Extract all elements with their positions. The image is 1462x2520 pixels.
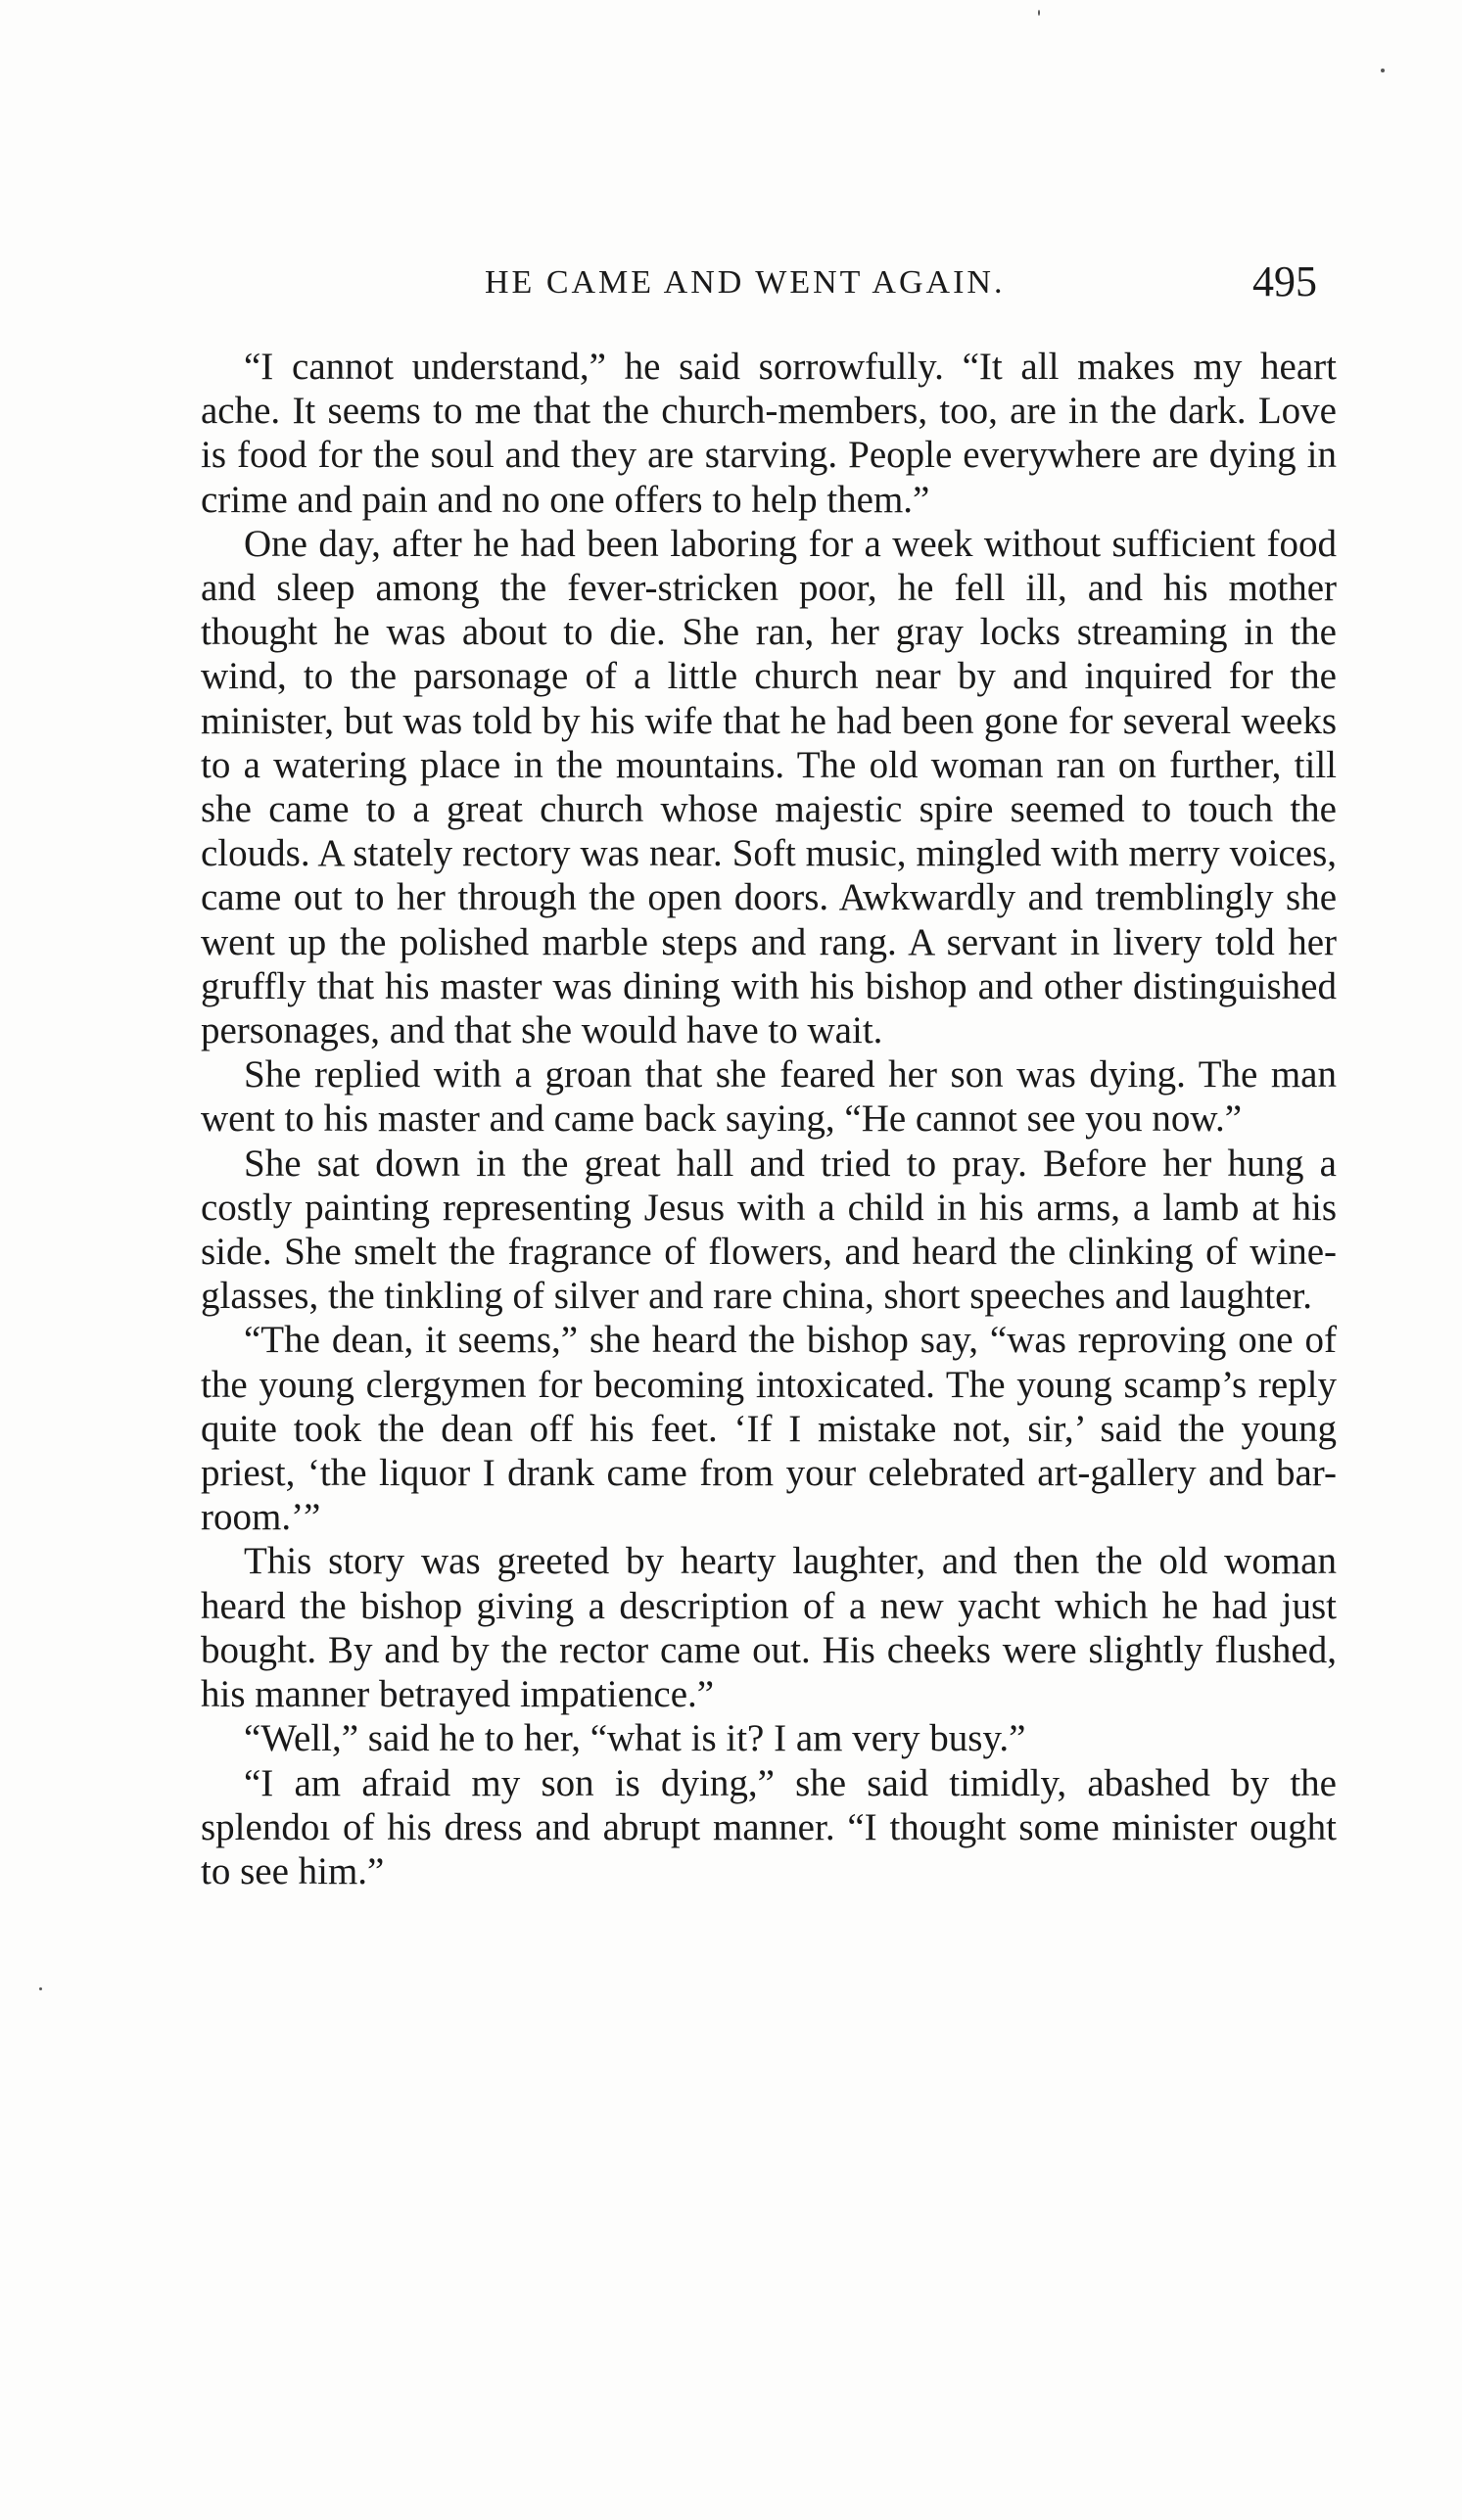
paragraph: “Well,” said he to her, “what is it? I am very busy.” <box>244 1717 1026 1760</box>
paragraph: “I am afraid my son is dying,” she said timidly, abashed by the splendoı of his dress and abrupt manner. “I thought some minister ought to see him.” <box>201 1761 1337 1892</box>
page-header <box>201 257 1337 315</box>
running-head: HE CAME AND WENT AGAIN. <box>485 264 1006 301</box>
paragraph: She replied with a groan that she feared her son was dying. The man went to his master and came back saying, “He cannot see you now.” <box>201 1053 1337 1141</box>
paper-speck <box>39 1987 42 1990</box>
paragraph: One day, after he had been laboring for a week without sufficient food and sleep among the fever-stricken poor, he fell ill, and his mother thought he was about to die. She ran, her gray locks streaming in the wind, to the parsonage of a little church near by and inquired for the minister, but was told by his wife that he had been gone for several weeks to a watering place in the mountains. The old woman ran on further, till she came to a great church whose majestic spire seemed to touch the clouds. A stately rectory was near. Soft music, mingled with merry voices, came out to her through the open doors. Awkwardly and tremblingly she went up the polished marble steps and rang. A servant in livery told her gruffly that his master was dining with his bishop and other distinguished personages, and that she would have to wait. <box>201 522 1337 1052</box>
paragraph: She sat down in the great hall and tried to pray. Before her hung a costly painting representing Jesus with a child in his arms, a lamb at his side. She smelt the fragrance of flowers, and heard the clinking of wine-glasses, the tinkling of silver and rare china, short speeches and laughter. <box>201 1142 1337 1318</box>
paragraph: This story was greeted by hearty laughter, and then the old woman heard the bishop giving a description of a new yacht which he had just bought. By and by the rector came out. His cheeks were slightly flushed, his manner betrayed impatience.” <box>201 1540 1337 1716</box>
paragraph: “The dean, it seems,” she heard the bishop say, “was reproving one of the young clergymen for becoming intoxicated. The young scamp’s reply quite took the dean off his feet. ‘If I mistake not, sir,’ said the young priest, ‘the liquor I drank came from your celebrated art-gallery and bar-room.’” <box>201 1319 1337 1539</box>
paper-speck <box>1381 69 1385 72</box>
paragraph: “I cannot understand,” he said sorrowfully. “It all makes my heart ache. It seems to me that the church-members, too, are in the dark. Love is food for the soul and they are starving. People everywhere are dying in crime and pain and no one offers to help them.” <box>201 346 1337 521</box>
paper-speck <box>1038 10 1040 16</box>
page-number: 495 <box>1252 257 1317 305</box>
body-text <box>201 345 1337 1893</box>
